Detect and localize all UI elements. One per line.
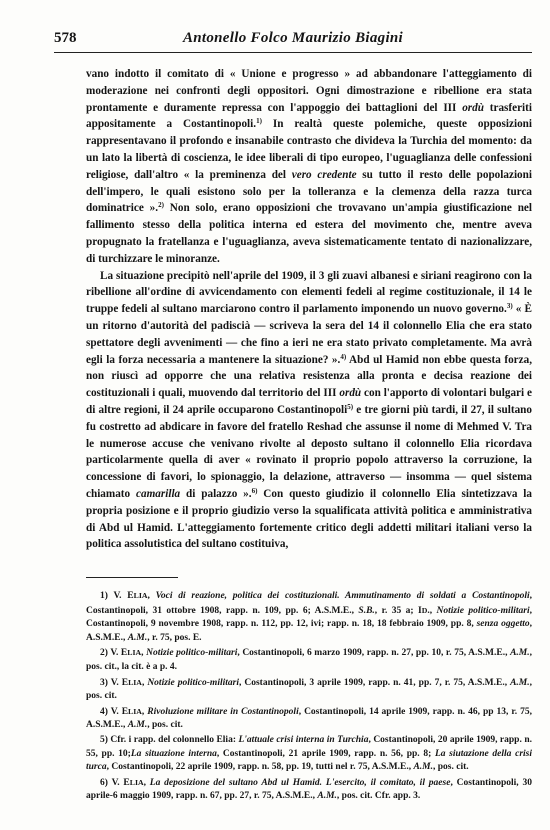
- text-run: 6) V. E: [100, 777, 130, 788]
- text-run: Non solo, erano opposizioni che trovavano un'ampia giustificazione nel fallimento stesso della politica interna ed estera del movimento che, mentre aveva propugnato la fratellanza e l'uguaglianza, aveva sistematicamente tentato di nazionalizzare, di turchizzare le minoranze.: [86, 202, 532, 265]
- text-run: ,: [143, 777, 150, 788]
- text-run: LIA: [133, 591, 148, 600]
- text-run: , Costantinopoli, 9 novembre 1908, rapp. n. 112, pp. 12, ivi; rapp. n. 18, 18 febbraio 1909, pp. 8,: [86, 605, 532, 630]
- italic-text: Notizie politico-militari: [147, 677, 239, 688]
- italic-text: Notizie politico-militari: [146, 648, 238, 659]
- text-run: vano indotto il comitato di « Unione e progresso » ad abbandonare l'atteggiamento di moderazione nei confronti degli oppositori. Ogni dimostrazione e ribellione era stata prontamente e duramente repressa con l'appoggio dei battaglioni del III: [86, 68, 532, 114]
- footnote-ref: 1): [256, 117, 262, 126]
- footnote-ref: 6): [251, 486, 258, 495]
- text-run: , r. 75, pos. E.: [147, 632, 202, 643]
- text-run: , Costantinopoli, 22 aprile 1909, rapp. n. 58, pp. 19, tutti nel r. 75, A.S.M.E.,: [106, 762, 414, 773]
- footnote: [86, 705, 532, 733]
- text-run: Con questo giudizio il colonnello Elia sintetizzava la propria posizione e il proprio giudizio verso la squalificata attività politica e amministrativa di Abd ul Hamid. L'atteggiamento fortemente critico degli addetti militari italiani verso la politica assolutistica del sultano costituiva,: [86, 487, 532, 551]
- running-head: Antonello Folco Maurizio Biagini: [182, 30, 404, 46]
- italic-text: La deposizione del sultano Abd ul Hamid. L'esercito, il comitato, il paese: [149, 777, 451, 788]
- italic-text: A.M.: [510, 677, 530, 688]
- italic-text: A.M.: [510, 648, 530, 659]
- text-run: e tre giorni più tardi, il 27, il sultano fu costretto ad abdicare in favore del fratello Reshad che assunse il nome di Mehmed V. Tra le numerose accuse che venivano rivolte al deposto sultano il colonnello Elia ricordava particolarmente quella di aver « rovinato il proprio popolo attraverso la corruzione, la concessione di favori, lo spionaggio, la delazione, attraverso — insomma — quel sistema chiamato: [86, 403, 532, 500]
- text-run: Abd ul Hamid non ebbe questa forza, non riuscì ad opporre che una relativa resistenza alla pronta e decisa reazione dei costituzionali i quali, muovendo dal territorio del III: [86, 353, 532, 400]
- text-run: , pos. cit., la cit. è a p. 4.: [86, 648, 533, 672]
- text-run: , pos. cit.: [147, 720, 183, 731]
- italic-text: A.M.: [127, 632, 148, 643]
- footnote: [86, 676, 532, 704]
- text-run: ,: [141, 648, 147, 659]
- text-run: 3) V. E: [100, 677, 129, 688]
- text-run: D: [421, 605, 428, 615]
- text-run: 1) V. E: [100, 591, 134, 601]
- italic-text: ordù: [462, 101, 484, 114]
- text-run: LIA: [128, 706, 142, 716]
- text-run: , Costantinopoli, 21 aprile 1909, rapp. n. 56, pp. 8;: [216, 748, 435, 759]
- footnote-ref: 3): [506, 302, 513, 311]
- text-run: , pos. cit. Cfr. app. 3.: [336, 791, 421, 802]
- italic-text: L'attuale crisi interna in Turchia: [238, 734, 369, 745]
- footnote-ref: 5): [347, 402, 354, 411]
- text-run: LIA: [128, 677, 142, 687]
- text-run: « È un ritorno d'autorità del padiscià — scriveva la sera del 14 il colonnello Elia che era stato spettatore degli avvenimenti — che fino a ieri ne era stato privato completamente. Ma avrà egli la forza necessaria a mantenere la situazione? ».: [86, 303, 533, 366]
- text-run: ,: [147, 591, 156, 601]
- italic-text: Notizie politico-militari: [436, 605, 530, 616]
- italic-text: S.B.: [358, 605, 375, 616]
- italic-text: La situazione interna: [130, 748, 217, 759]
- footnote-ref: 2): [158, 201, 164, 210]
- text-run: ,: [141, 706, 148, 717]
- text-run: 4) V. E: [100, 706, 129, 717]
- text-run: , Costantinopoli, 20 aprile 1909, rapp. n. 55, pp. 10;: [86, 734, 532, 759]
- text-run: , A.S.M.E.,: [86, 619, 532, 643]
- footnote: [86, 589, 532, 645]
- text-run: , Costantinopoli, 14 aprile 1909, rapp. n. 46, pp 13, r. 75, A.S.M.E.,: [86, 706, 532, 731]
- text-run: , r. 35 a; I: [374, 605, 422, 616]
- body-paragraph: [86, 66, 532, 268]
- italic-text: A.M.: [127, 720, 148, 731]
- italic-text: ordù: [339, 387, 362, 400]
- italic-text: A.M.: [317, 791, 337, 802]
- header-rule: [54, 52, 532, 53]
- text-run: , Costantinopoli, 30 aprile-6 maggio 1909, rapp. n. 67, pp. 27, r. 75, A.S.M.E.,: [86, 777, 532, 802]
- text-run: , Costantinopoli, 6 marzo 1909, rapp. n. 27, pp. 10, r. 75, A.S.M.E.,: [237, 648, 511, 659]
- text-run: , Costantinopoli, 3 aprile 1909, rapp. n. 41, pp. 7, r. 75, A.S.M.E.,: [238, 677, 511, 688]
- text-run: su tutto il resto delle popolazioni dell'impero, le quali esistono solo per la tolleranza e la clemenza della razza turca dominatrice ».: [86, 168, 532, 215]
- italic-text: Rivoluzione militare in Costantinopoli: [147, 706, 299, 717]
- italic-text: Voci di reazione, politica dei costituzionali. Ammutinamento di soldati a Costantinopoli: [155, 591, 530, 601]
- text-run: .,: [427, 605, 437, 616]
- text-run: 2) V. E: [100, 648, 128, 659]
- text-run: ,: [141, 677, 148, 688]
- text-run: , Costantinopoli, 31 ottobre 1908, rapp. n. 109, pp. 6; A.S.M.E.,: [86, 591, 532, 616]
- page-header: [54, 30, 532, 52]
- footnote-ref: 4): [340, 352, 347, 361]
- text-run: con l'apporto di volontari bulgari e di altre regioni, il 24 aprile occuparono Costantinopoli: [86, 387, 532, 416]
- text-run: trasferiti appositamente a Costantinopoli.: [86, 101, 532, 131]
- italic-text: camarilla: [136, 487, 181, 500]
- body-paragraph: [86, 268, 532, 554]
- page-number: 578: [54, 30, 77, 46]
- footnote-separator: [86, 577, 178, 578]
- footnote: [86, 776, 532, 804]
- text-run: La situazione precipitò nell'aprile del 1909, il 3 gli zuavi albanesi e siriani reagirono con la ribellione all'ordine di avvicendamento con elementi fedeli al regime costituzionale, il 14 le truppe fedeli al sultano marciarono contro il parlamento imponendo un nuovo governo.: [86, 269, 532, 316]
- footnote: [86, 734, 532, 775]
- italic-text: La siutazione della crisi turca: [86, 748, 532, 773]
- italic-text: vero credente: [291, 168, 357, 181]
- text-run: di palazzo ».: [180, 487, 252, 500]
- text-run: LIA: [129, 777, 144, 787]
- footnotes: [86, 589, 532, 805]
- footnote: [86, 646, 532, 674]
- body-text: [86, 66, 532, 553]
- italic-text: senza oggetto: [476, 619, 530, 630]
- italic-text: A.M.: [413, 762, 433, 773]
- text-run: , pos. cit.: [86, 677, 533, 702]
- text-run: In realtà queste polemiche, queste opposizioni rappresentavano il profondo e insanabile contrasto che divideva la Turchia del momento: da un lato la libertà di coscienza, le idee liberali di tipo europeo, l'uguaglianza delle confessioni religiose, dall'altro « la preminenza del: [86, 118, 532, 181]
- text-run: 5) Cfr. i rapp. del colonnello Elia:: [100, 734, 239, 745]
- text-run: LIA: [127, 648, 142, 658]
- text-run: , pos. cit.: [433, 762, 469, 773]
